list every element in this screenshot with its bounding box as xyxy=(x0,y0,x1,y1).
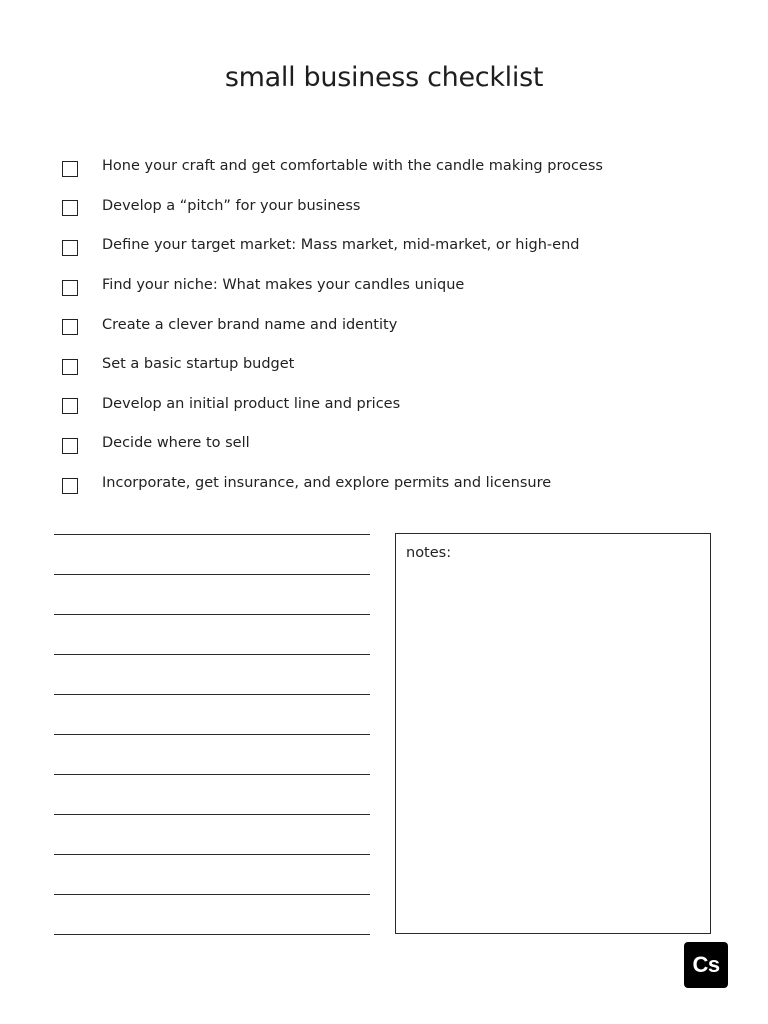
checklist-item xyxy=(62,425,742,465)
writing-line[interactable] xyxy=(54,534,370,574)
checklist-item xyxy=(62,465,742,505)
checklist-item-label: Find your niche: What makes your candles unique xyxy=(102,277,465,294)
checklist-item xyxy=(62,306,742,346)
checklist-item-label: Develop an initial product line and prices xyxy=(102,395,401,412)
checklist-item-label: Set a basic startup budget xyxy=(102,356,295,373)
checklist-item xyxy=(62,346,742,386)
notes-box[interactable] xyxy=(395,533,711,934)
writing-line[interactable] xyxy=(54,614,370,654)
writing-line[interactable] xyxy=(54,894,370,934)
checkbox[interactable] xyxy=(62,200,78,216)
checklist-item xyxy=(62,267,742,307)
writing-line[interactable] xyxy=(54,854,370,894)
checklist-item-label: Define your target market: Mass market, mid-market, or high-end xyxy=(102,237,580,254)
checklist-item xyxy=(62,386,742,426)
checkbox[interactable] xyxy=(62,398,78,414)
checkbox[interactable] xyxy=(62,438,78,454)
checkbox[interactable] xyxy=(62,161,78,177)
writing-line[interactable] xyxy=(54,574,370,614)
writing-line[interactable] xyxy=(54,654,370,694)
brand-logo xyxy=(684,942,728,988)
writing-lines xyxy=(54,534,370,935)
checklist xyxy=(62,148,742,504)
checklist-item-label: Decide where to sell xyxy=(102,435,250,452)
notes-label: notes: xyxy=(406,545,452,561)
checkbox[interactable] xyxy=(62,280,78,296)
checklist-item xyxy=(62,227,742,267)
checkbox[interactable] xyxy=(62,240,78,256)
brand-logo-text: Cs xyxy=(692,952,720,977)
writing-line[interactable] xyxy=(54,934,370,935)
checklist-item-label: Hone your craft and get comfortable with the candle making process xyxy=(102,158,603,175)
writing-line[interactable] xyxy=(54,734,370,774)
checkbox[interactable] xyxy=(62,478,78,494)
writing-line[interactable] xyxy=(54,694,370,734)
writing-line[interactable] xyxy=(54,774,370,814)
checklist-item xyxy=(62,188,742,228)
checklist-item-label: Incorporate, get insurance, and explore permits and licensure xyxy=(102,475,552,492)
page-title: small business checklist xyxy=(224,62,544,93)
checkbox[interactable] xyxy=(62,359,78,375)
checklist-item-label: Develop a “pitch” for your business xyxy=(102,197,361,214)
checklist-item xyxy=(62,148,742,188)
checkbox[interactable] xyxy=(62,319,78,335)
writing-line[interactable] xyxy=(54,814,370,854)
checklist-item-label: Create a clever brand name and identity xyxy=(102,316,398,333)
